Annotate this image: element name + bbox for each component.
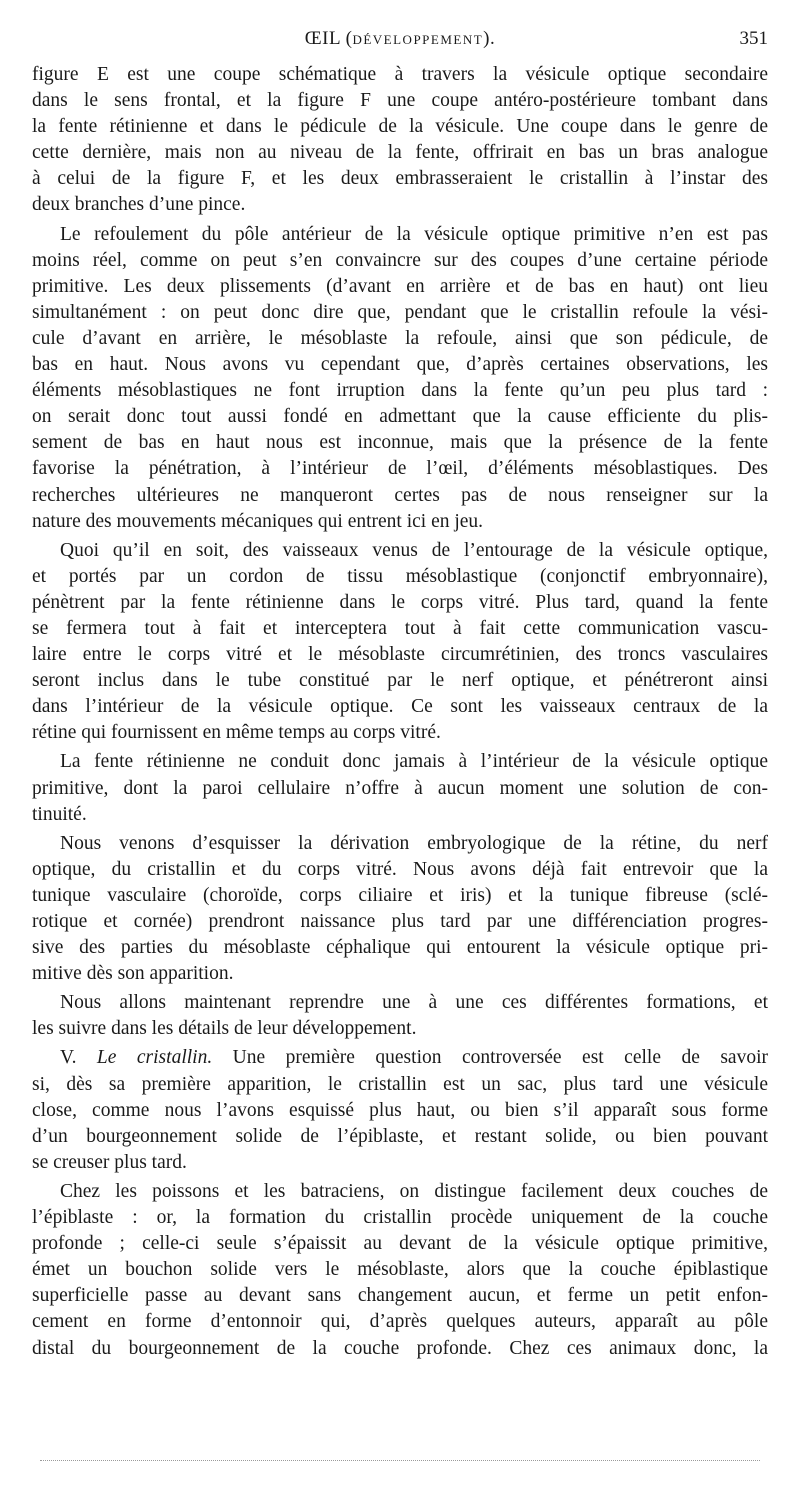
text-line: bas en haut. Nous avons vu cependant que, d’après certaines observations, les <box>32 354 768 376</box>
text-line: et portés par un cordon de tissu mésoblastique (conjonctif embryonnaire), <box>32 565 768 587</box>
text-line: on serait donc tout aussi fondé en admettant que la cause efficiente du plis- <box>32 406 768 428</box>
text-line: distal du bourgeonnement de la couche profonde. Chez ces animaux donc, la <box>32 1337 768 1359</box>
paragraph <box>32 62 768 219</box>
text-line: cule d’avant en arrière, le mésoblaste la refoule, ainsi que son pédicule, de <box>32 327 768 349</box>
text-line: tinuité. <box>32 803 87 825</box>
page-number: 351 <box>739 28 768 49</box>
text-line: nature des mouvements mécaniques qui entrent ici en jeu. <box>32 510 484 532</box>
text-line: Quoi qu’il en soit, des vaisseaux venus de l’entourage de la vésicule optique, <box>60 539 768 561</box>
text-line: close, comme nous l’avons esquissé plus haut, ou bien s’il apparaît sous forme <box>32 1099 768 1121</box>
text-line: Le refoulement du pôle antérieur de la vésicule optique primitive n’en est pas <box>60 223 768 245</box>
text-line: se creuser plus tard. <box>32 1151 187 1173</box>
text-line: primitive. Les deux plissements (d’avant en arrière et de bas en haut) ont lieu <box>32 275 768 297</box>
paragraph <box>32 1045 768 1175</box>
text-line: La fente rétinienne ne conduit donc jamais à l’intérieur de la vésicule optique <box>60 751 768 773</box>
text-line <box>32 1045 768 1071</box>
text-line: les suivre dans les détails de leur développement. <box>32 1018 417 1040</box>
text-line: pénètrent par la fente rétinienne dans le corps vitré. Plus tard, quand la fente <box>32 591 768 613</box>
line-text: Une première question controversée est celle de savoir <box>212 1047 768 1069</box>
paragraph <box>32 749 768 827</box>
text-line: laire entre le corps vitré et le mésoblaste circumrétinien, des troncs vasculaires <box>32 644 768 666</box>
text-line: simultanément : on peut donc dire que, pendant que le cristallin refoule la vési- <box>32 301 768 323</box>
footer-rule <box>40 1460 760 1461</box>
text-line: cette dernière, mais non au niveau de la fente, offrirait en bas un bras analogue <box>32 142 768 164</box>
paragraph <box>32 222 768 535</box>
text-line: sement de bas en haut nous est inconnue, mais que la présence de la fente <box>32 432 768 454</box>
text-line: si, dès sa première apparition, le cristallin est un sac, plus tard une vésicule <box>32 1073 768 1095</box>
text-line: favorise la pénétration, à l’intérieur de l’œil, d’éléments mésoblastiques. Des <box>32 458 768 480</box>
text-line: l’épiblaste : or, la formation du cristallin procède uniquement de la couche <box>32 1207 768 1229</box>
text-line: deux branches d’une pince. <box>32 194 246 216</box>
text-line: la fente rétinienne et dans le pédicule de la vésicule. Une coupe dans le genre de <box>32 116 768 138</box>
paragraph <box>32 990 768 1042</box>
text-line: primitive, dont la paroi cellulaire n’offre à aucun moment une solution de con- <box>32 777 768 799</box>
text-line: rotique et cornée) prendront naissance plus tard par une différenciation progres- <box>32 911 768 932</box>
text-line: à celui de la figure F, et les deux embrasseraient le cristallin à l’instar des <box>32 168 768 190</box>
text-line: éléments mésoblastiques ne font irruption dans la fente qu’un peu plus tard : <box>32 380 768 402</box>
running-title-suffix: ). <box>483 28 496 49</box>
text-line: profonde ; celle-ci seule s’épaissit au devant de la vésicule optique primitive, <box>32 1233 768 1255</box>
text-line: se fermera tout à fait et intercepterа tout à fait cette communication vascu- <box>32 617 768 639</box>
text-line: mitive dès son apparition. <box>32 963 234 985</box>
text-line: dans l’intérieur de la vésicule optique. Ce sont les vaisseaux centraux de la <box>32 696 768 718</box>
text-line: sive des parties du mésoblaste céphalique qui entourent la vésicule optique pri- <box>32 937 768 959</box>
text-line: cement en forme d’entonnoir qui, d’après quelques auteurs, apparaît au pôle <box>32 1311 768 1333</box>
section-number: V. <box>60 1047 97 1069</box>
text-line: figure E est une coupe schématique à travers la vésicule optique secondaire <box>32 64 768 85</box>
section-heading: Le cristallin. <box>96 1047 213 1069</box>
running-header <box>32 28 768 58</box>
text-line: optique, du cristallin et du corps vitré. Nous avons déjà fait entrevoir que la <box>32 858 768 880</box>
running-title-prefix: ŒIL ( <box>304 28 353 49</box>
text-line: seront inclus dans le tube constitué par le nerf optique, et pénétreront ainsi <box>32 670 768 692</box>
running-title <box>32 28 768 50</box>
text-line: dans le sens frontal, et la figure F une coupe antéro-postérieure tombant dans <box>32 90 768 112</box>
text-line: rétine qui fournissent en même temps au corps vitré. <box>32 722 441 744</box>
text-line: d’un bourgeonnement solide de l’épiblaste, et restant solide, ou bien pouvant <box>32 1125 768 1147</box>
text-line: tunique vasculaire (choroïde, corps ciliaire et iris) et la tunique fibreuse (sclé- <box>32 884 768 906</box>
paragraph <box>32 538 768 747</box>
text-line: moins réel, comme on peut s’en convaincre sur des coupes d’une certaine période <box>32 249 768 271</box>
text-line: recherches ultérieures ne manqueront certes pas de nous renseigner sur la <box>32 484 768 506</box>
text-line: émet un bouchon solide vers le mésoblaste, alors que la couche épiblastique <box>32 1259 768 1281</box>
text-line: Chez les poissons et les batraciens, on distingue facilement deux couches de <box>60 1180 768 1202</box>
body-text <box>32 62 768 1362</box>
text-line: superficielle passe au devant sans changement aucun, et ferme un petit enfon- <box>32 1285 768 1307</box>
text-line: Nous venons d’esquisser la dérivation embryologique de la rétine, du nerf <box>60 832 768 854</box>
running-title-smallcaps: DÉVELOPPEMENT <box>352 32 484 47</box>
paragraph <box>32 831 768 988</box>
text-line: Nous allons maintenant reprendre une à une ces différentes formations, et <box>60 992 768 1014</box>
paragraph <box>32 1179 768 1362</box>
